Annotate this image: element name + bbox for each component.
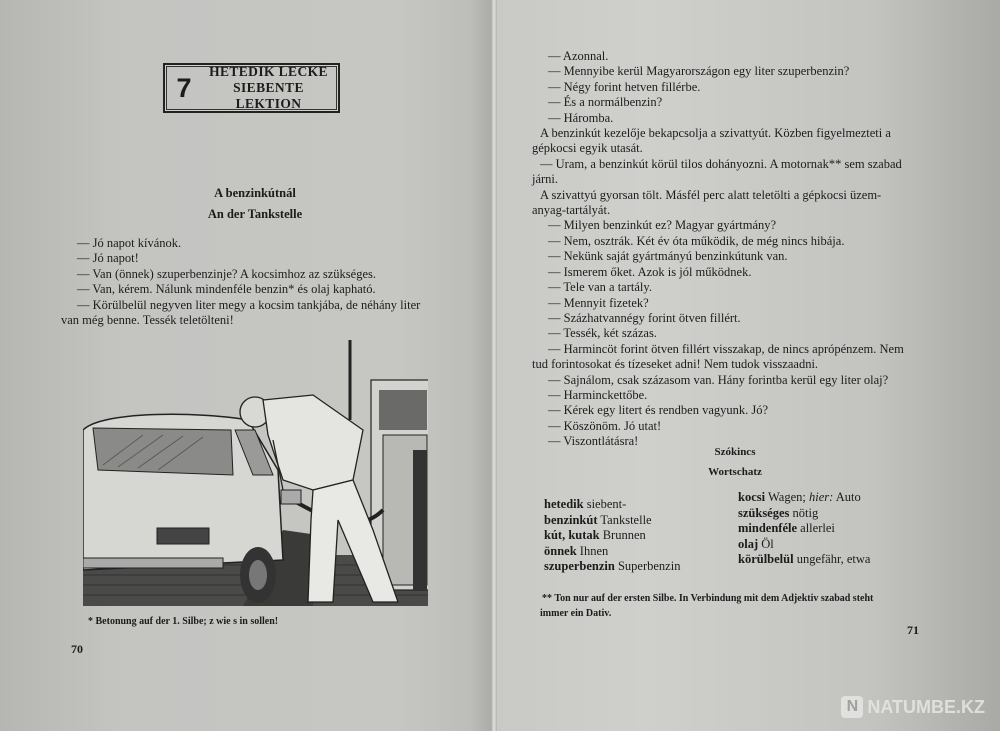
vocab-entry: mindenféle allerlei	[738, 521, 835, 535]
dialogue-line: — Mennyibe kerül Magyarországon egy liter szuperbenzin?	[548, 64, 850, 79]
vocab-entry: szükséges nötig	[738, 505, 819, 520]
watermark-logo-icon: N	[841, 696, 863, 718]
lesson-titles	[199, 64, 338, 112]
dialogue-line: — Háromba.	[548, 110, 614, 125]
vocab-entry: olaj Öl	[738, 536, 774, 551]
dialogue-line: — Viszontlátásra!	[548, 434, 639, 449]
dialogue-line: — Mennyit fizetek?	[548, 295, 649, 310]
car-and-attendant-drawing	[83, 340, 428, 606]
dialogue-line: — Azonnal.	[548, 49, 609, 63]
dialogue-line: járni.	[532, 172, 559, 187]
lesson-title-de: SIEBENTE LEKTION	[233, 80, 304, 111]
dialogue-line: — Köszönöm. Jó utat!	[548, 418, 662, 433]
dialogue-line: — Kérek egy litert és rendben vagyunk. Jó?	[548, 403, 769, 418]
dialogue-line: van még benne. Tessék teletölteni!	[61, 313, 234, 328]
narration-line: A szivattyú gyorsan tölt. Másfél perc alatt teletölti a gépkocsi üzem-	[540, 187, 882, 202]
section-title-hu: A benzinkútnál	[214, 186, 296, 200]
footnote-left: * Betonung auf der 1. Silbe; z wie s in sollen!	[88, 616, 279, 627]
vocab-entry: kút, kutak Brunnen	[544, 528, 646, 542]
lesson-header-box	[163, 63, 340, 113]
dialogue-line: — Van (önnek) szuperbenzinje? A kocsimhoz az szükséges.	[77, 266, 376, 281]
lesson-title-hu: HETEDIK LECKE	[209, 64, 328, 79]
lesson-number: 7	[176, 72, 192, 103]
vocab-entry: szuperbenzin Superbenzin	[544, 559, 681, 573]
dialogue-line: — Tessék, két százas.	[548, 326, 657, 341]
narration-line: anyag-tartályát.	[532, 203, 611, 218]
page-number-left: 70	[71, 642, 83, 656]
vocab-entry: hetedik siebent-	[544, 497, 627, 511]
vocab-entry: benzinkút Tankstelle	[544, 512, 652, 527]
vocab-list-right	[738, 490, 870, 568]
dialogue-line: — Sajnálom, csak százasom van. Hány forintba kerül egy liter olaj?	[548, 372, 889, 387]
dialogue-line: — Jó napot!	[77, 251, 139, 266]
dialogue-line: — Négy forint hetven fillérbe.	[548, 79, 701, 94]
dialogue-line: tud forintosokat és tízeseket adni! Nem tudok visszaadni.	[532, 357, 819, 372]
gas-station-illustration	[83, 340, 428, 606]
dialogue-line: — Milyen benzinkút ez? Magyar gyártmány?	[548, 218, 777, 233]
vocab-title-de: Wortschatz	[708, 466, 762, 478]
watermark	[841, 696, 985, 718]
section-title-de: An der Tankstelle	[207, 207, 303, 221]
dialogue-right	[532, 49, 904, 450]
dialogue-line: — Van, kérem. Nálunk mindenféle benzin* és olaj kapható.	[77, 282, 376, 297]
right-page	[495, 0, 1000, 731]
vocab-list-left	[544, 497, 680, 575]
watermark-text: NATUMBE.KZ	[867, 696, 985, 717]
vocab-entry: körülbelül ungefähr, etwa	[738, 552, 871, 566]
dialogue-line: — Harmincöt forint ötven fillért visszakap, de nincs aprópénzem. Nem	[548, 341, 904, 356]
footnote-right-2: immer ein Dativ.	[540, 608, 612, 619]
narration-line: gépkocsi egyik utasát.	[532, 141, 643, 156]
vocab-title-hu: Szókincs	[714, 446, 756, 458]
dialogue-line: — És a normálbenzin?	[548, 95, 663, 110]
dialogue-line: — Nem, osztrák. Két év óta működik, de még nincs hibája.	[548, 233, 845, 248]
dialogue-line: — Nekünk saját gyártmányú benzinkútunk van.	[548, 249, 788, 264]
vocab-entry: kocsi Wagen; hier: Auto	[738, 490, 861, 504]
vocab-entry: önnek Ihnen	[544, 543, 609, 558]
page-number-right: 71	[907, 623, 919, 637]
left-page	[0, 0, 495, 731]
dialogue-line: — Ismerem őket. Azok is jól működnek.	[548, 264, 752, 279]
dialogue-line: — Körülbelül negyven liter megy a kocsim tankjába, de néhány liter	[77, 297, 421, 312]
book-gutter	[491, 0, 497, 731]
dialogue-line: — Százhatvannégy forint ötven fillért.	[548, 310, 741, 325]
dialogue-line: — Uram, a benzinkút körül tilos dohányozni. A motornak** sem szabad	[540, 156, 902, 171]
dialogue-line: — Tele van a tartály.	[548, 280, 652, 295]
dialogue-line: — Jó napot kívánok.	[77, 236, 182, 250]
footnote-right-1: ** Ton nur auf der ersten Silbe. In Verbindung mit dem Adjektiv szabad steht	[542, 593, 874, 604]
dialogue-left	[61, 236, 420, 328]
dialogue-line: — Harminckettőbe.	[548, 387, 648, 402]
narration-line: A benzinkút kezelője bekapcsolja a szivattyút. Közben figyelmezteti a	[540, 126, 891, 141]
